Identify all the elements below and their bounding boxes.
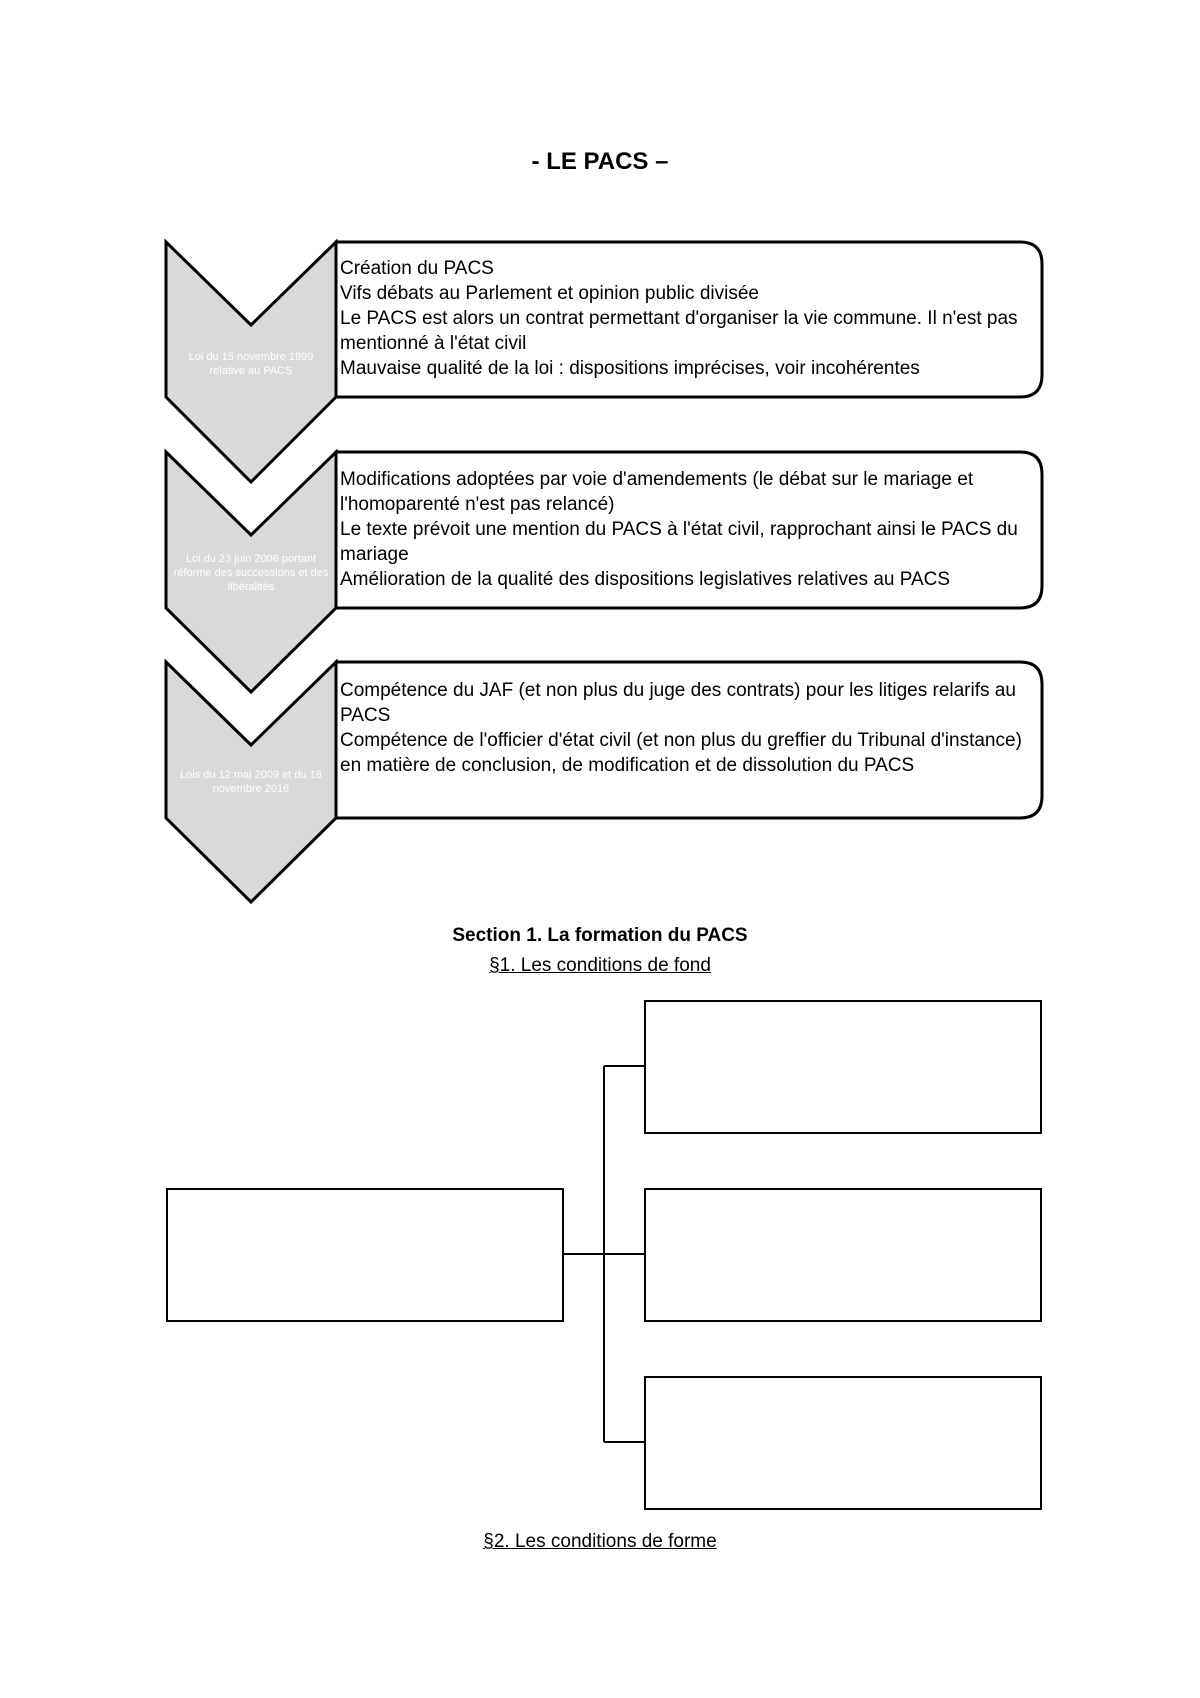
timeline-label-2: Loi du 23 juin 2006 portant réforme des successions et des libéralités — [173, 553, 329, 593]
subsection-title-fond: §1. Les conditions de fond — [489, 955, 711, 976]
timeline-item: Le texte prévoit une mention du PACS à l'état civil, rapprochant ainsi le PACS du mariage — [340, 519, 1018, 565]
org-box-root — [166, 1188, 564, 1322]
timeline-label-1: Loi du 15 novembre 1999 relative au PACS — [188, 351, 314, 377]
section-title: Section 1. La formation du PACS — [452, 925, 748, 946]
timeline-label-3: Lois du 12 mai 2009 et du 18 novembre 2016 — [180, 769, 322, 795]
subsection-title-forme: §2. Les conditions de forme — [483, 1531, 717, 1552]
timeline-item: Modifications adoptées par voie d'amendements (le débat sur le mariage et l'homoparenté n'est pas relancé) — [340, 469, 974, 515]
org-box-branch-2 — [644, 1188, 1042, 1322]
page-title: - LE PACS – — [531, 148, 669, 175]
timeline-item: Le PACS est alors un contrat permettant d'organiser la vie commune. Il n'est pas mentionné à l'état civil — [340, 308, 1018, 354]
timeline-item: Mauvaise qualité de la loi : dispositions imprécises, voir incohérentes — [340, 358, 920, 379]
timeline-item: Compétence du JAF (et non plus du juge des contrats) pour les litiges relarifs au PACS — [340, 680, 1016, 726]
timeline-item: Compétence de l'officier d'état civil (et non plus du greffier du Tribunal d'instance) en matière de conclusion, de modification et de dissolution du PACS — [340, 730, 1022, 776]
org-box-branch-3 — [644, 1376, 1042, 1510]
org-box-branch-1 — [644, 1000, 1042, 1134]
timeline-item: Amélioration de la qualité des dispositions legislatives relatives au PACS — [340, 569, 951, 590]
timeline-text-2 — [340, 467, 1026, 592]
timeline-text-3 — [340, 678, 1026, 778]
timeline-text-1 — [340, 256, 1026, 381]
timeline-item: Création du PACS — [340, 258, 494, 279]
timeline-item: Vifs débats au Parlement et opinion public divisée — [340, 283, 759, 304]
